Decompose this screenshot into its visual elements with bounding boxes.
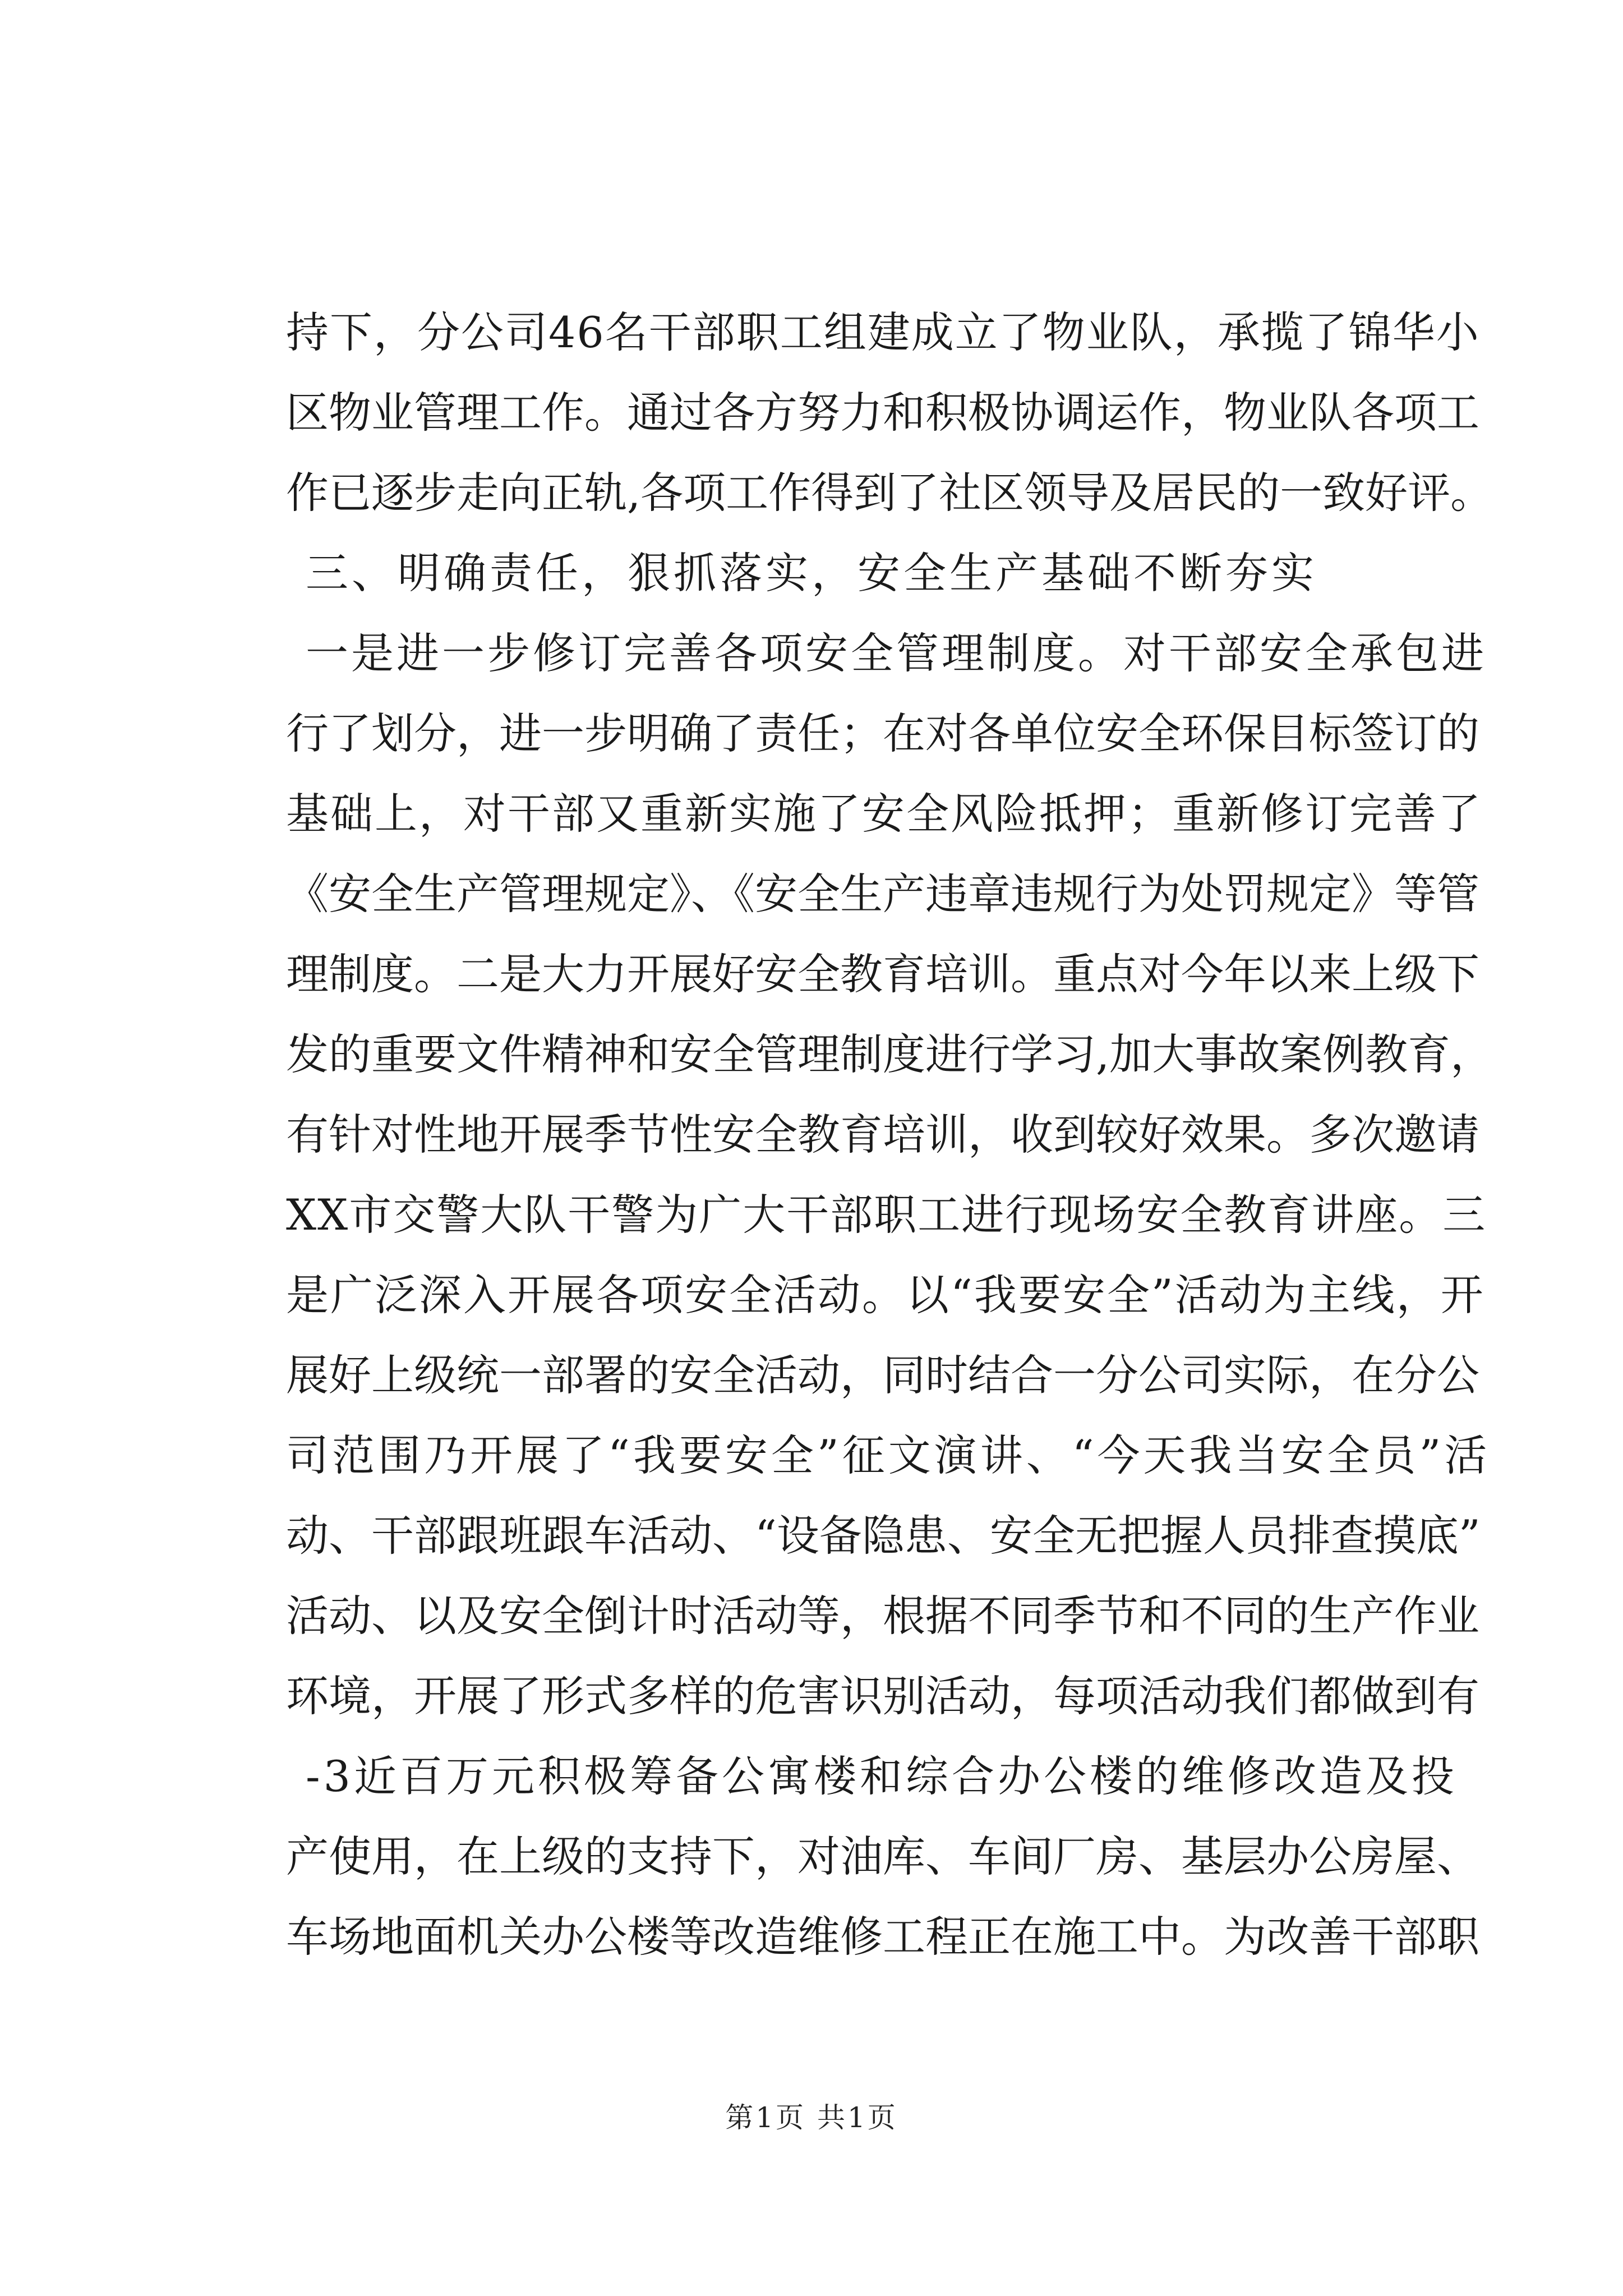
text-line: 一是进一步修订完善各项安全管理制度。对干部安全承包进 [306, 628, 1487, 678]
text-line: 产使用，在上级的支持下，对油库、车间厂房、基层办公房屋、 [286, 1832, 1479, 1881]
section-heading-text: 三、明确责任，狠抓落实，安全生产基础不断夯实 [306, 548, 1317, 598]
text-line: 展好上级统一部署的安全活动，同时结合一分公司实际，在分公 [286, 1350, 1479, 1400]
text-line: 行了划分，进一步明确了责任；在对各单位安全环保目标签订的 [286, 708, 1479, 758]
text-line: -3近百万元积极筹备公寓楼和综合办公楼的维修改造及投 [306, 1751, 1458, 1801]
text-line: 基础上，对干部又重新实施了安全风险抵押；重新修订完善了 [286, 789, 1482, 839]
text-line: XX市交警大队干警为广大干部职工进行现场安全教育讲座。三 [286, 1190, 1487, 1240]
text-line: 有针对性地开展季节性安全教育培训，收到较好效果。多次邀请 [286, 1110, 1479, 1159]
text-line: 动、干部跟班跟车活动、“设备隐患、安全无把握人员排查摸底” [286, 1511, 1481, 1561]
page-number-label: 第1页 共1页 [725, 2101, 898, 2134]
text-line: 区物业管理工作。通过各方努力和积极协调运作，物业队各项工 [286, 388, 1479, 438]
text-line: 是广泛深入开展各项安全活动。以“我要安全”活动为主线，开 [286, 1270, 1485, 1320]
page-footer [0, 2098, 1623, 2137]
text-line: 持下，分公司46名干部职工组建成立了物业队，承揽了锦华小 [286, 307, 1480, 357]
text-line: 作已逐步走向正轨,各项工作得到了社区领导及居民的一致好评。 [286, 468, 1493, 518]
text-line: 《安全生产管理规定》、《安全生产违章违规行为处罚规定》等管 [286, 869, 1479, 919]
text-line: 活动、以及安全倒计时活动等，根据不同季节和不同的生产作业 [286, 1591, 1479, 1641]
text-line: 环境，开展了形式多样的危害识别活动，每项活动我们都做到有 [286, 1671, 1479, 1721]
text-line: 理制度。二是大力开展好安全教育培训。重点对今年以来上级下 [286, 949, 1479, 999]
text-line: 司范围乃开展了“我要安全”征文演讲、“今天我当安全员”活 [286, 1430, 1491, 1480]
section-heading [306, 542, 1472, 604]
text-line: 发的重要文件精神和安全管理制度进行学习,加大事故案例教育， [286, 1029, 1493, 1079]
text-line: 车场地面机关办公楼等改造维修工程正在施工中。为改善干部职 [286, 1912, 1479, 1962]
